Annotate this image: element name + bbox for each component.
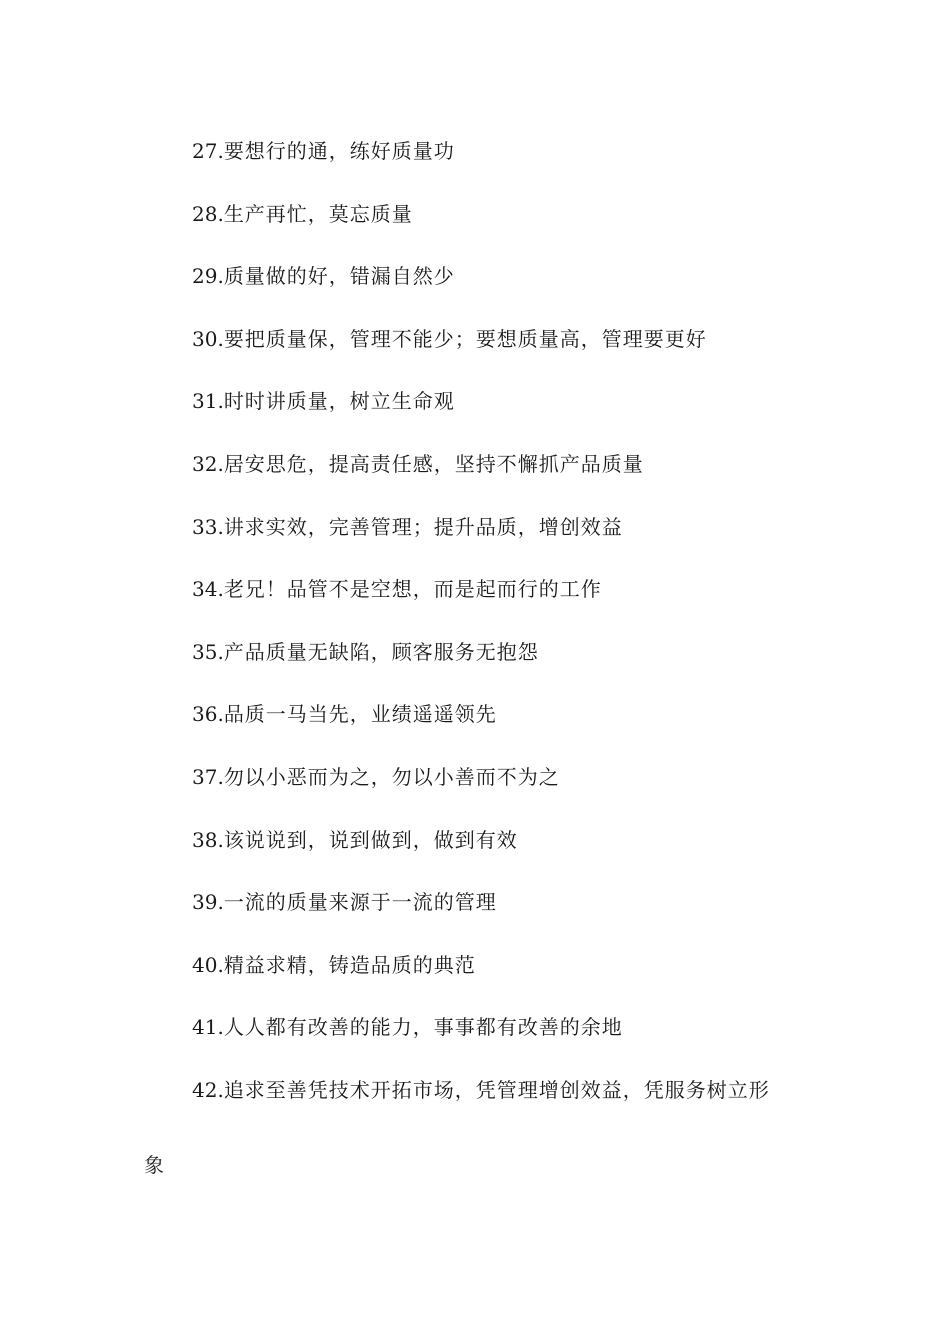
item-number: 34. [192,577,224,602]
item-number: 28. [192,201,224,226]
item-number: 41. [192,1015,224,1040]
item-number: 27. [192,139,224,163]
list-item [0,386,950,449]
list-item [0,512,950,575]
item-number: 37. [192,764,224,789]
list-item [0,574,950,637]
item-text: 时时讲质量，树立生命观 [223,389,455,414]
item-number: 42. [192,1077,224,1102]
item-number: 39. [192,890,224,915]
item-text: 生产再忙，莫忘质量 [223,201,413,226]
item-text: 勿以小恶而为之，勿以小善而不为之 [223,764,560,789]
item-text: 人人都有改善的能力，事事都有改善的余地 [223,1015,623,1040]
wrapped-line-continuation: 象 [144,1153,165,1177]
item-text: 一流的质量来源于一流的管理 [223,890,497,915]
item-text: 老兄！品管不是空想，而是起而行的工作 [223,577,602,602]
item-number: 36. [192,702,224,727]
item-text: 品质一马当先，业绩遥遥领先 [223,702,497,727]
list-item [0,261,950,324]
item-text: 居安思危，提高责任感，坚持不懈抓产品质量 [223,451,644,476]
list-item [0,136,950,199]
item-text: 追求至善凭技术开拓市场，凭管理增创效益，凭服务树立形 [223,1077,770,1102]
list-item [0,324,950,387]
item-number: 31. [192,389,224,414]
item-text: 精益求精，铸造品质的典范 [223,952,476,977]
item-text: 要想行的通，练好质量功 [223,139,455,163]
item-text: 讲求实效，完善管理；提升品质，增创效益 [223,514,623,539]
item-text: 要把质量保，管理不能少；要想质量高，管理要更好 [223,326,707,351]
list-item [0,199,950,262]
list-item [0,1012,950,1075]
list-item [0,825,950,888]
list-item [0,762,950,825]
list-item [0,449,950,512]
list-item [0,699,950,762]
item-number: 30. [192,326,224,351]
item-number: 33. [192,514,224,539]
item-text: 产品质量无缺陷，顾客服务无抱怨 [223,639,539,664]
item-number: 40. [192,952,224,977]
item-number: 32. [192,451,224,476]
item-number: 29. [192,264,224,289]
list-item [0,1075,950,1138]
list-item [0,637,950,700]
item-number: 35. [192,639,224,664]
list-item [0,950,950,1013]
item-text: 质量做的好，错漏自然少 [223,264,455,289]
list-item [0,887,950,950]
item-text: 该说说到，说到做到，做到有效 [223,827,518,852]
slogan-list [0,136,950,1138]
item-number: 38. [192,827,224,852]
